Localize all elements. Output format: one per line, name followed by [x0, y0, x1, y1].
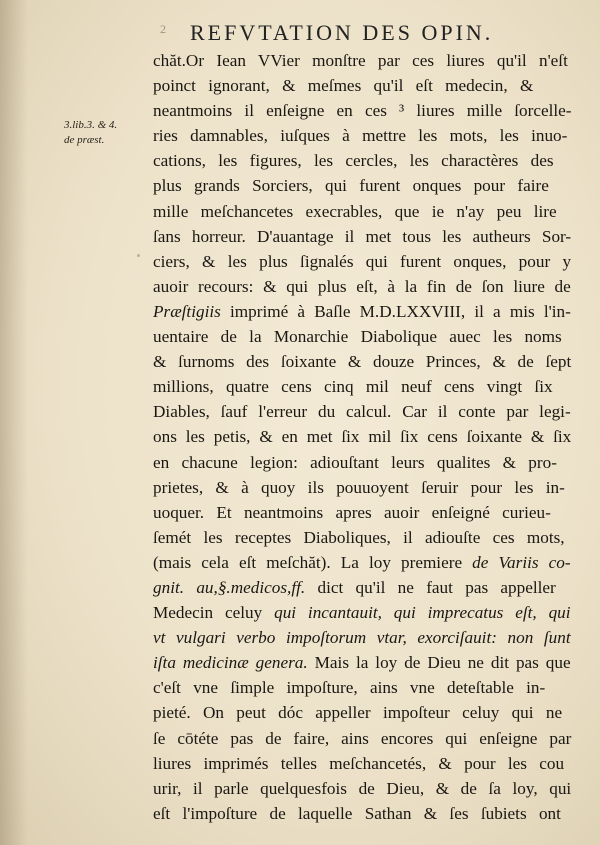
margin-note-line: 3.lib.3. & 4. — [64, 119, 118, 131]
text-line — [153, 801, 571, 826]
text-line — [153, 48, 571, 73]
text-run: imprimé à Baſle M.D.LXXVIII, il a mis l'in- — [220, 301, 571, 321]
text-run: millions, quatre cens cinq mil neuf cens vingt ſix — [153, 377, 553, 397]
text-run: auoir recours: & qui plus eſt, à la fin de ſon liure de — [153, 276, 571, 296]
text-line — [153, 274, 571, 299]
text-run: liures imprimés telles meſchancetés, & pour les cou — [153, 753, 565, 773]
text-line — [153, 98, 571, 123]
text-run: en chacune legion: adiouſtant leurs qualites & pro- — [153, 452, 557, 472]
text-run: ſans horreur. D'auantage il met tous les autheurs Sor- — [153, 226, 572, 246]
text-line — [153, 475, 571, 500]
text-run: Mais la loy de Dieu ne dit pas que — [307, 653, 571, 673]
running-head: REFVTATION DES OPIN. — [190, 20, 494, 45]
text-run: urir, il parle quelquesfois de Dieu, & de ſa loy, qui — [153, 778, 572, 798]
text-line — [153, 324, 571, 349]
text-line — [153, 726, 571, 751]
italic-text: iſta medicinæ genera. — [153, 653, 308, 673]
text-line — [153, 776, 571, 801]
text-line — [153, 575, 571, 600]
text-line — [153, 500, 571, 525]
text-run: ciers, & les plus ſignalés qui furent onques, pour y — [153, 251, 572, 271]
text-line — [153, 199, 571, 224]
text-run: neantmoins il enſeigne en ces ³ liures mille ſorcelle- — [153, 101, 572, 121]
text-line — [153, 650, 571, 675]
italic-text: Præſtigiis — [153, 301, 221, 321]
text-run: uentaire de la Monarchie Diabolique auec les noms — [153, 327, 562, 347]
text-run: c'eſt vne ſimple impoſture, ains vne deteſtable in- — [153, 678, 546, 698]
text-line — [153, 299, 571, 324]
text-line — [153, 224, 571, 249]
text-run: ries damnables, iuſques à mettre les mots, les inuo- — [153, 126, 568, 146]
italic-text: qui incantauit, qui imprecatus eſt, qui — [274, 603, 571, 623]
text-run: uoquer. Et neantmoins apres auoir enſeigné curieu- — [153, 502, 551, 522]
text-run: prietes, & à quoy ils pouuoyent ſeruir pour les in- — [153, 477, 565, 497]
paper-speck — [137, 254, 140, 257]
text-line — [153, 700, 571, 725]
margin-note — [64, 118, 154, 148]
text-run: ſe cōtéte pas de faire, ains encores qui enſeigne par — [153, 728, 572, 748]
page-number: 2 — [160, 22, 166, 36]
text-line — [153, 450, 571, 475]
text-run: chăt.Or Iean VVier monſtre par ces liures qu'il n'eſt — [153, 51, 568, 70]
body-text — [153, 48, 571, 826]
text-run: cations, les figures, les cercles, les charactères des — [153, 151, 554, 171]
text-line — [153, 424, 571, 449]
text-run: poinct ignorant, & meſmes qu'il eſt medecin, & — [153, 76, 534, 96]
text-line — [153, 148, 571, 173]
text-line — [153, 751, 571, 776]
text-line — [153, 349, 571, 374]
text-run: Diables, ſauf l'erreur du calcul. Car il conte par legi- — [153, 402, 571, 422]
text-run: dict qu'il ne faut pas appeller — [305, 577, 556, 597]
text-line — [153, 600, 571, 625]
text-run: ſemét les receptes Diaboliques, il adiouſte ces mots, — [153, 527, 565, 547]
margin-note-line: de præst. — [64, 134, 105, 146]
text-line — [153, 399, 571, 424]
text-line — [153, 374, 571, 399]
gutter-shadow — [0, 0, 28, 845]
text-run: (mais cela eſt meſchăt). La loy premiere — [153, 552, 473, 572]
text-line — [153, 123, 571, 148]
text-run: pieté. On peut dóc appeller impoſteur celuy qui ne — [153, 703, 563, 723]
text-line — [153, 525, 571, 550]
text-line — [153, 73, 571, 98]
text-line — [153, 173, 571, 198]
italic-text: de Variis co- — [472, 552, 571, 572]
text-run: plus grands Sorciers, qui furent onques pour faire — [153, 176, 549, 196]
text-run: mille meſchancetes execrables, que ie n'ay peu lire — [153, 201, 557, 221]
text-run: ons les petis, & en met ſix mil ſix cens ſoixante & ſix — [153, 427, 572, 447]
italic-text: gnit. au,§.medicos,ff. — [153, 577, 306, 597]
text-line — [153, 675, 571, 700]
text-line — [153, 550, 571, 575]
text-run: eſt l'impoſture de laquelle Sathan & ſes ſubiets ont — [153, 803, 561, 823]
text-run: & ſurnoms des ſoixante & douze Princes, & de ſept — [153, 352, 572, 372]
text-line — [153, 625, 571, 650]
text-run: Medecin celuy — [153, 603, 275, 623]
text-line — [153, 249, 571, 274]
italic-text: vt vulgari verbo impoſtorum vtar, exorciſauit: non ſunt — [153, 628, 571, 648]
